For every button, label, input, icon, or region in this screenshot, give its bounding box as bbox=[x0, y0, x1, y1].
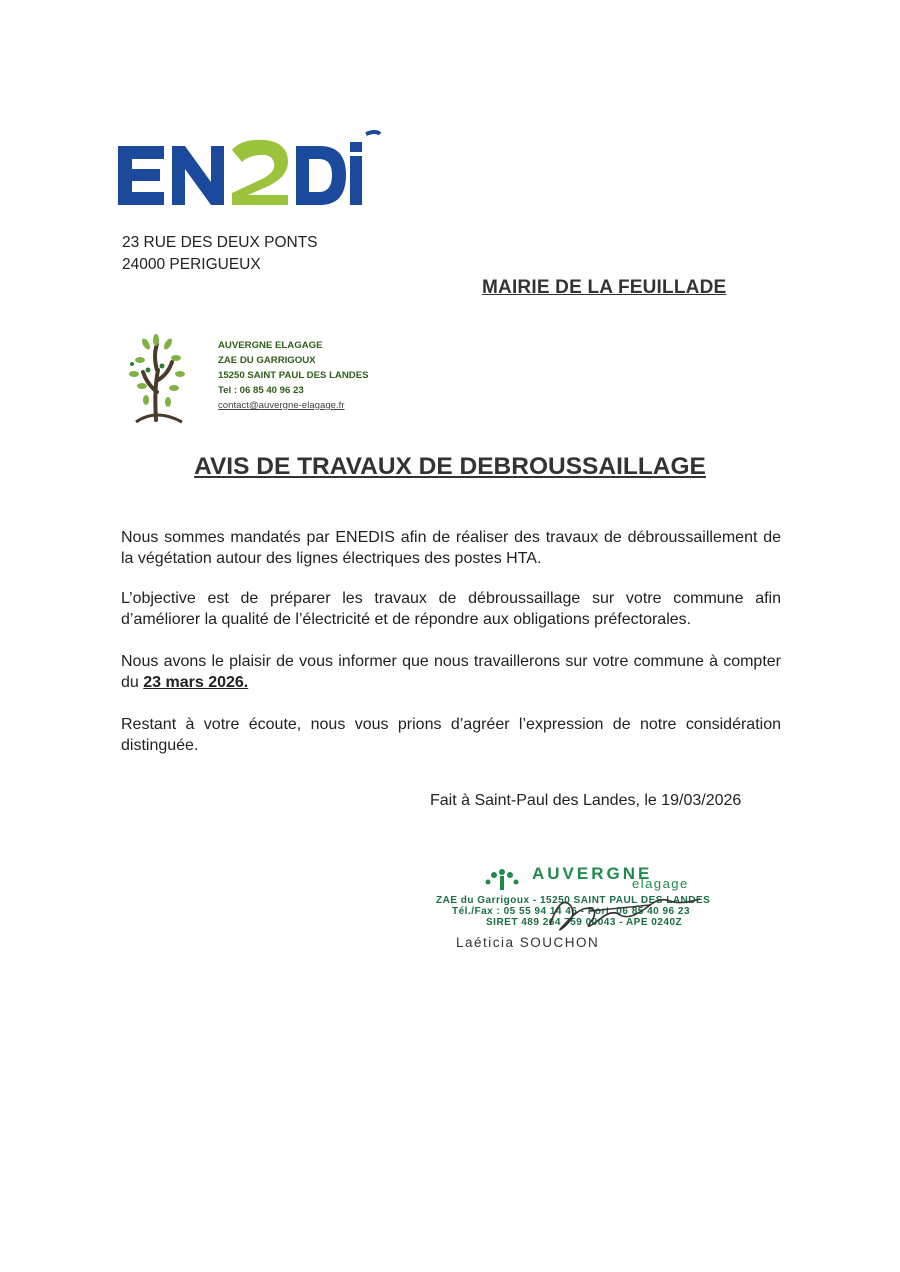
sender-address-line2: 24000 PERIGUEUX bbox=[122, 256, 261, 273]
paragraph-start-date bbox=[121, 651, 781, 693]
paragraph-objective: L’objective est de préparer les travaux de débroussaillage sur votre commune afin d’améliorer la qualité de l’électricité et de répondre aux obligations préfectorales. bbox=[121, 590, 781, 628]
contractor-email: contact@auvergne-elagage.fr bbox=[218, 400, 345, 411]
stamp-brand-sub: elagage bbox=[632, 876, 689, 891]
start-date: 23 mars 2026. bbox=[143, 674, 249, 691]
sender-address-line1: 23 RUE DES DEUX PONTS bbox=[122, 234, 318, 251]
start-date-lead: Nous avons le plaisir de vous informer que nous travaillerons sur votre commune à compter du bbox=[121, 653, 781, 691]
stamp-siret: SIRET 489 264 759 00043 - APE 0240Z bbox=[486, 917, 683, 928]
handwritten-signature bbox=[530, 885, 710, 935]
stamp-phone: Tél./Fax : 05 55 94 14 46 - Port. 06 85 40 96 23 bbox=[452, 906, 691, 917]
stamp-address: ZAE du Garrigoux - 15250 SAINT PAUL DES LANDES bbox=[436, 895, 711, 906]
notice-title: AVIS DE TRAVAUX DE DEBROUSSAILLAGE bbox=[194, 453, 706, 480]
recipient-name: MAIRIE DE LA FEUILLADE bbox=[482, 277, 727, 298]
enedis-logo bbox=[114, 128, 382, 212]
paragraph-closing: Restant à votre écoute, nous vous prions d’agréer l’expression de notre considération distinguée. bbox=[121, 716, 781, 754]
contractor-street: ZAE DU GARRIGOUX bbox=[218, 355, 316, 366]
signatory-name: Laéticia SOUCHON bbox=[456, 935, 600, 950]
stamp-tree-icon bbox=[480, 866, 524, 892]
contractor-name: AUVERGNE ELAGAGE bbox=[218, 340, 323, 351]
place-date: Fait à Saint-Paul des Landes, le 19/03/2026 bbox=[430, 792, 742, 809]
contractor-city: 15250 SAINT PAUL DES LANDES bbox=[218, 370, 369, 381]
paragraph-mandate: Nous sommes mandatés par ENEDIS afin de réaliser des travaux de débroussaillement de la végétation autour des lignes électriques des postes HTA. bbox=[121, 529, 781, 567]
stamp-brand: AUVERGNE bbox=[532, 864, 653, 883]
contractor-phone: Tel : 06 85 40 96 23 bbox=[218, 385, 304, 396]
tree-logo-icon bbox=[126, 330, 188, 424]
